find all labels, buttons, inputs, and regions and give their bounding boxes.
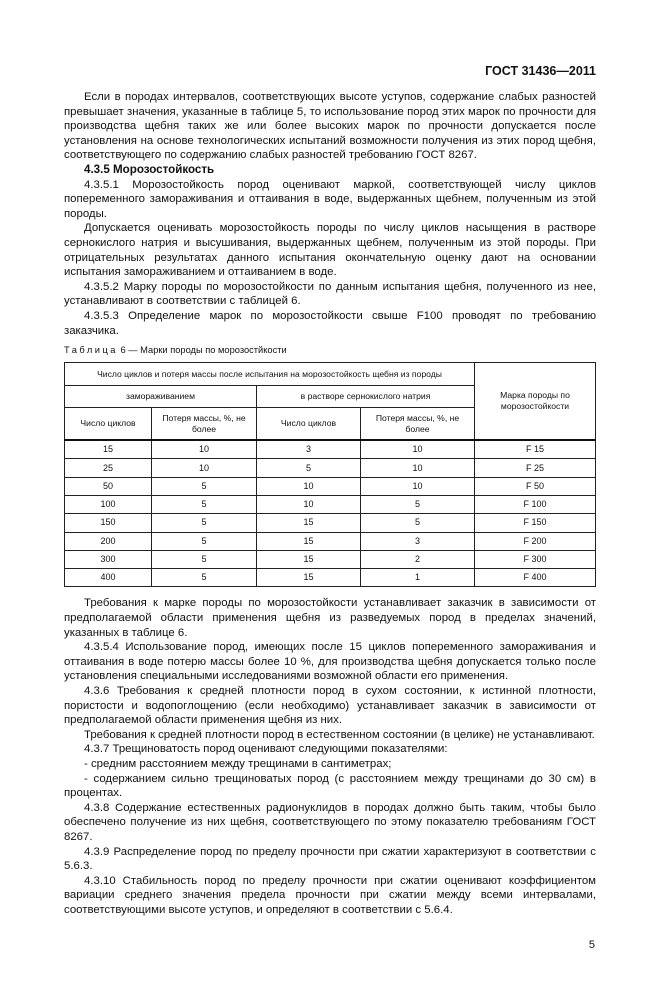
table-cell: F 150 — [475, 514, 596, 532]
table-cell: 50 — [65, 477, 152, 495]
table-cell: F 15 — [475, 440, 596, 459]
table-cell: 5 — [152, 514, 257, 532]
table-row — [65, 440, 596, 459]
table-cell: 10 — [257, 495, 361, 513]
table-cell: 300 — [65, 550, 152, 568]
table-cell: 15 — [257, 532, 361, 550]
paragraph: - содержанием сильно трещиноватых пород (с расстоянием между трещинами до 30 см) в процентах. — [64, 772, 596, 800]
subheader-sodium-sulfate: в растворе сернокислого натрия — [257, 386, 475, 408]
col-header: Число циклов — [257, 408, 361, 441]
table-cell: 15 — [257, 569, 361, 587]
table-cell: F 200 — [475, 532, 596, 550]
paragraph: 4.3.10 Стабильность пород по пределу прочности при сжатии оценивают коэффициентом вариации среднего значения предела прочности при сжатии между всеми интервалами, соответствующими высоте уступов, и определяют в соответствии с 5.6.4. — [64, 874, 596, 916]
subheader-freezing: замораживанием — [65, 386, 257, 408]
table-row — [65, 514, 596, 532]
paragraph: 4.3.5.2 Марку породы по морозостойкости по данным испытания щебня, полученного из нее, устанавливают в соответствии с таблицей 6. — [64, 280, 596, 308]
table-cell: 5 — [152, 569, 257, 587]
table-cell: 3 — [257, 440, 361, 459]
text-block-bottom — [64, 596, 596, 917]
table-cell: 15 — [65, 440, 152, 459]
table-cell: 400 — [65, 569, 152, 587]
group-header: Число циклов и потеря массы после испытания на морозостойкость щебня из породы — [65, 363, 475, 386]
paragraph: 4.3.9 Распределение пород по пределу прочности при сжатии характеризуют в соответствии с 5.6.3. — [64, 845, 596, 873]
text-block-top — [64, 90, 596, 338]
paragraph: 4.3.6 Требования к средней плотности пород в сухом состоянии, к истинной плотности, пористости и водопоглощению (если необходимо) устанавливает заказчик в зависимости от предполагаемой области применения щебня из них. — [64, 685, 596, 727]
table-cell: 10 — [361, 440, 475, 459]
table-cell: F 50 — [475, 477, 596, 495]
table-cell: F 100 — [475, 495, 596, 513]
paragraph: Допускается оценивать морозостойкость породы по числу циклов насыщения в растворе сернокислого натрия и высушивания, выдержанных щебнем, полученным из этой породы. При отрицательных результатах данного испытания окончательную оценку дают на основании испытания замораживанием и оттаиванием в воде. — [64, 222, 596, 279]
table-caption — [64, 344, 596, 356]
table-cell: 10 — [152, 459, 257, 477]
paragraph: 4.3.8 Содержание естественных радионуклидов в породах должно быть таким, чтобы было обеспечено получение из них щебня, соответствующего по этому показателю требованиям ГОСТ 8267. — [64, 801, 596, 843]
table-cell: 1 — [361, 569, 475, 587]
table-cell: 5 — [257, 459, 361, 477]
col-header: Число циклов — [65, 408, 152, 441]
section-heading: 4.3.5 Морозостойкость — [84, 162, 215, 176]
paragraph: 4.3.5.4 Использование пород, имеющих после 15 циклов попеременного замораживания и оттаивания в воде потерю массы более 10 %, для производства щебня допускается только после установления специальными исследованиями возможной области его применения. — [64, 641, 596, 683]
paragraph: 4.3.5.1 Морозостойкость пород оценивают маркой, соответствующей числу циклов попеременного замораживания и оттаивания в воде, выдержанных щебнем, полученным из этой породы. — [64, 178, 596, 220]
col-header: Потеря массы, %, не более — [361, 408, 475, 441]
caption-text: 6 — Марки породы по морозостйкости — [117, 345, 287, 356]
paragraph: 4.3.5.3 Определение марок по морозостойкости свыше F100 проводят по требованию заказчика. — [64, 309, 596, 337]
table-row — [65, 459, 596, 477]
table-row — [65, 477, 596, 495]
table-cell: 5 — [152, 477, 257, 495]
table-cell: 3 — [361, 532, 475, 550]
table-cell: 10 — [361, 459, 475, 477]
table-cell: 150 — [65, 514, 152, 532]
paragraph: - средним расстоянием между трещинами в сантиметрах; — [84, 758, 392, 770]
table-cell: F 300 — [475, 550, 596, 568]
table-cell: 15 — [257, 514, 361, 532]
caption-label: Таблица — [64, 345, 118, 356]
paragraph: Если в породах интервалов, соответствующих высоте уступов, содержание слабых разностей превышает значения, указанные в таблице 5, то использование пород этих марок по прочности для производства щебня таких же или более высоких марок по прочности допускается после установления на основе технологических испытаний возможности получения из этих пород щебня, соответствующего по содержанию слабых разностей требованию ГОСТ 8267. — [64, 91, 596, 162]
table-cell: 5 — [361, 495, 475, 513]
col-header: Потеря массы, %, не более — [152, 408, 257, 441]
table-row — [65, 569, 596, 587]
table-cell: 10 — [152, 440, 257, 459]
paragraph: Требования к марке породы по морозостойкости устанавливает заказчик в зависимости от предполагаемой области применения щебня из разведуемых пород в пределах значений, указанных в таблице 6. — [64, 597, 596, 639]
table-row — [65, 550, 596, 568]
table-cell: 5 — [152, 550, 257, 568]
table-cell: 15 — [257, 550, 361, 568]
table-cell: F 400 — [475, 569, 596, 587]
paragraph: Требования к средней плотности пород в естественном состоянии (в целике) не устанавливают. — [84, 728, 595, 741]
table-cell: 25 — [65, 459, 152, 477]
table-cell: 5 — [361, 514, 475, 532]
page-number: 5 — [588, 938, 595, 951]
frost-resistance-table — [64, 362, 596, 587]
table-row — [65, 532, 596, 550]
table-cell: F 25 — [475, 459, 596, 477]
table-cell: 10 — [361, 477, 475, 495]
document-header: ГОСТ 31436—2011 — [485, 64, 596, 78]
table-cell: 5 — [152, 532, 257, 550]
paragraph: 4.3.7 Трещиноватость пород оценивают следующими показателями: — [84, 743, 448, 756]
table-cell: 10 — [257, 477, 361, 495]
table-cell: 100 — [65, 495, 152, 513]
table-cell: 200 — [65, 532, 152, 550]
table-row — [65, 495, 596, 513]
table-cell: 5 — [152, 495, 257, 513]
table-cell: 2 — [361, 550, 475, 568]
mark-header: Марка породы по морозостойкости — [475, 363, 596, 441]
